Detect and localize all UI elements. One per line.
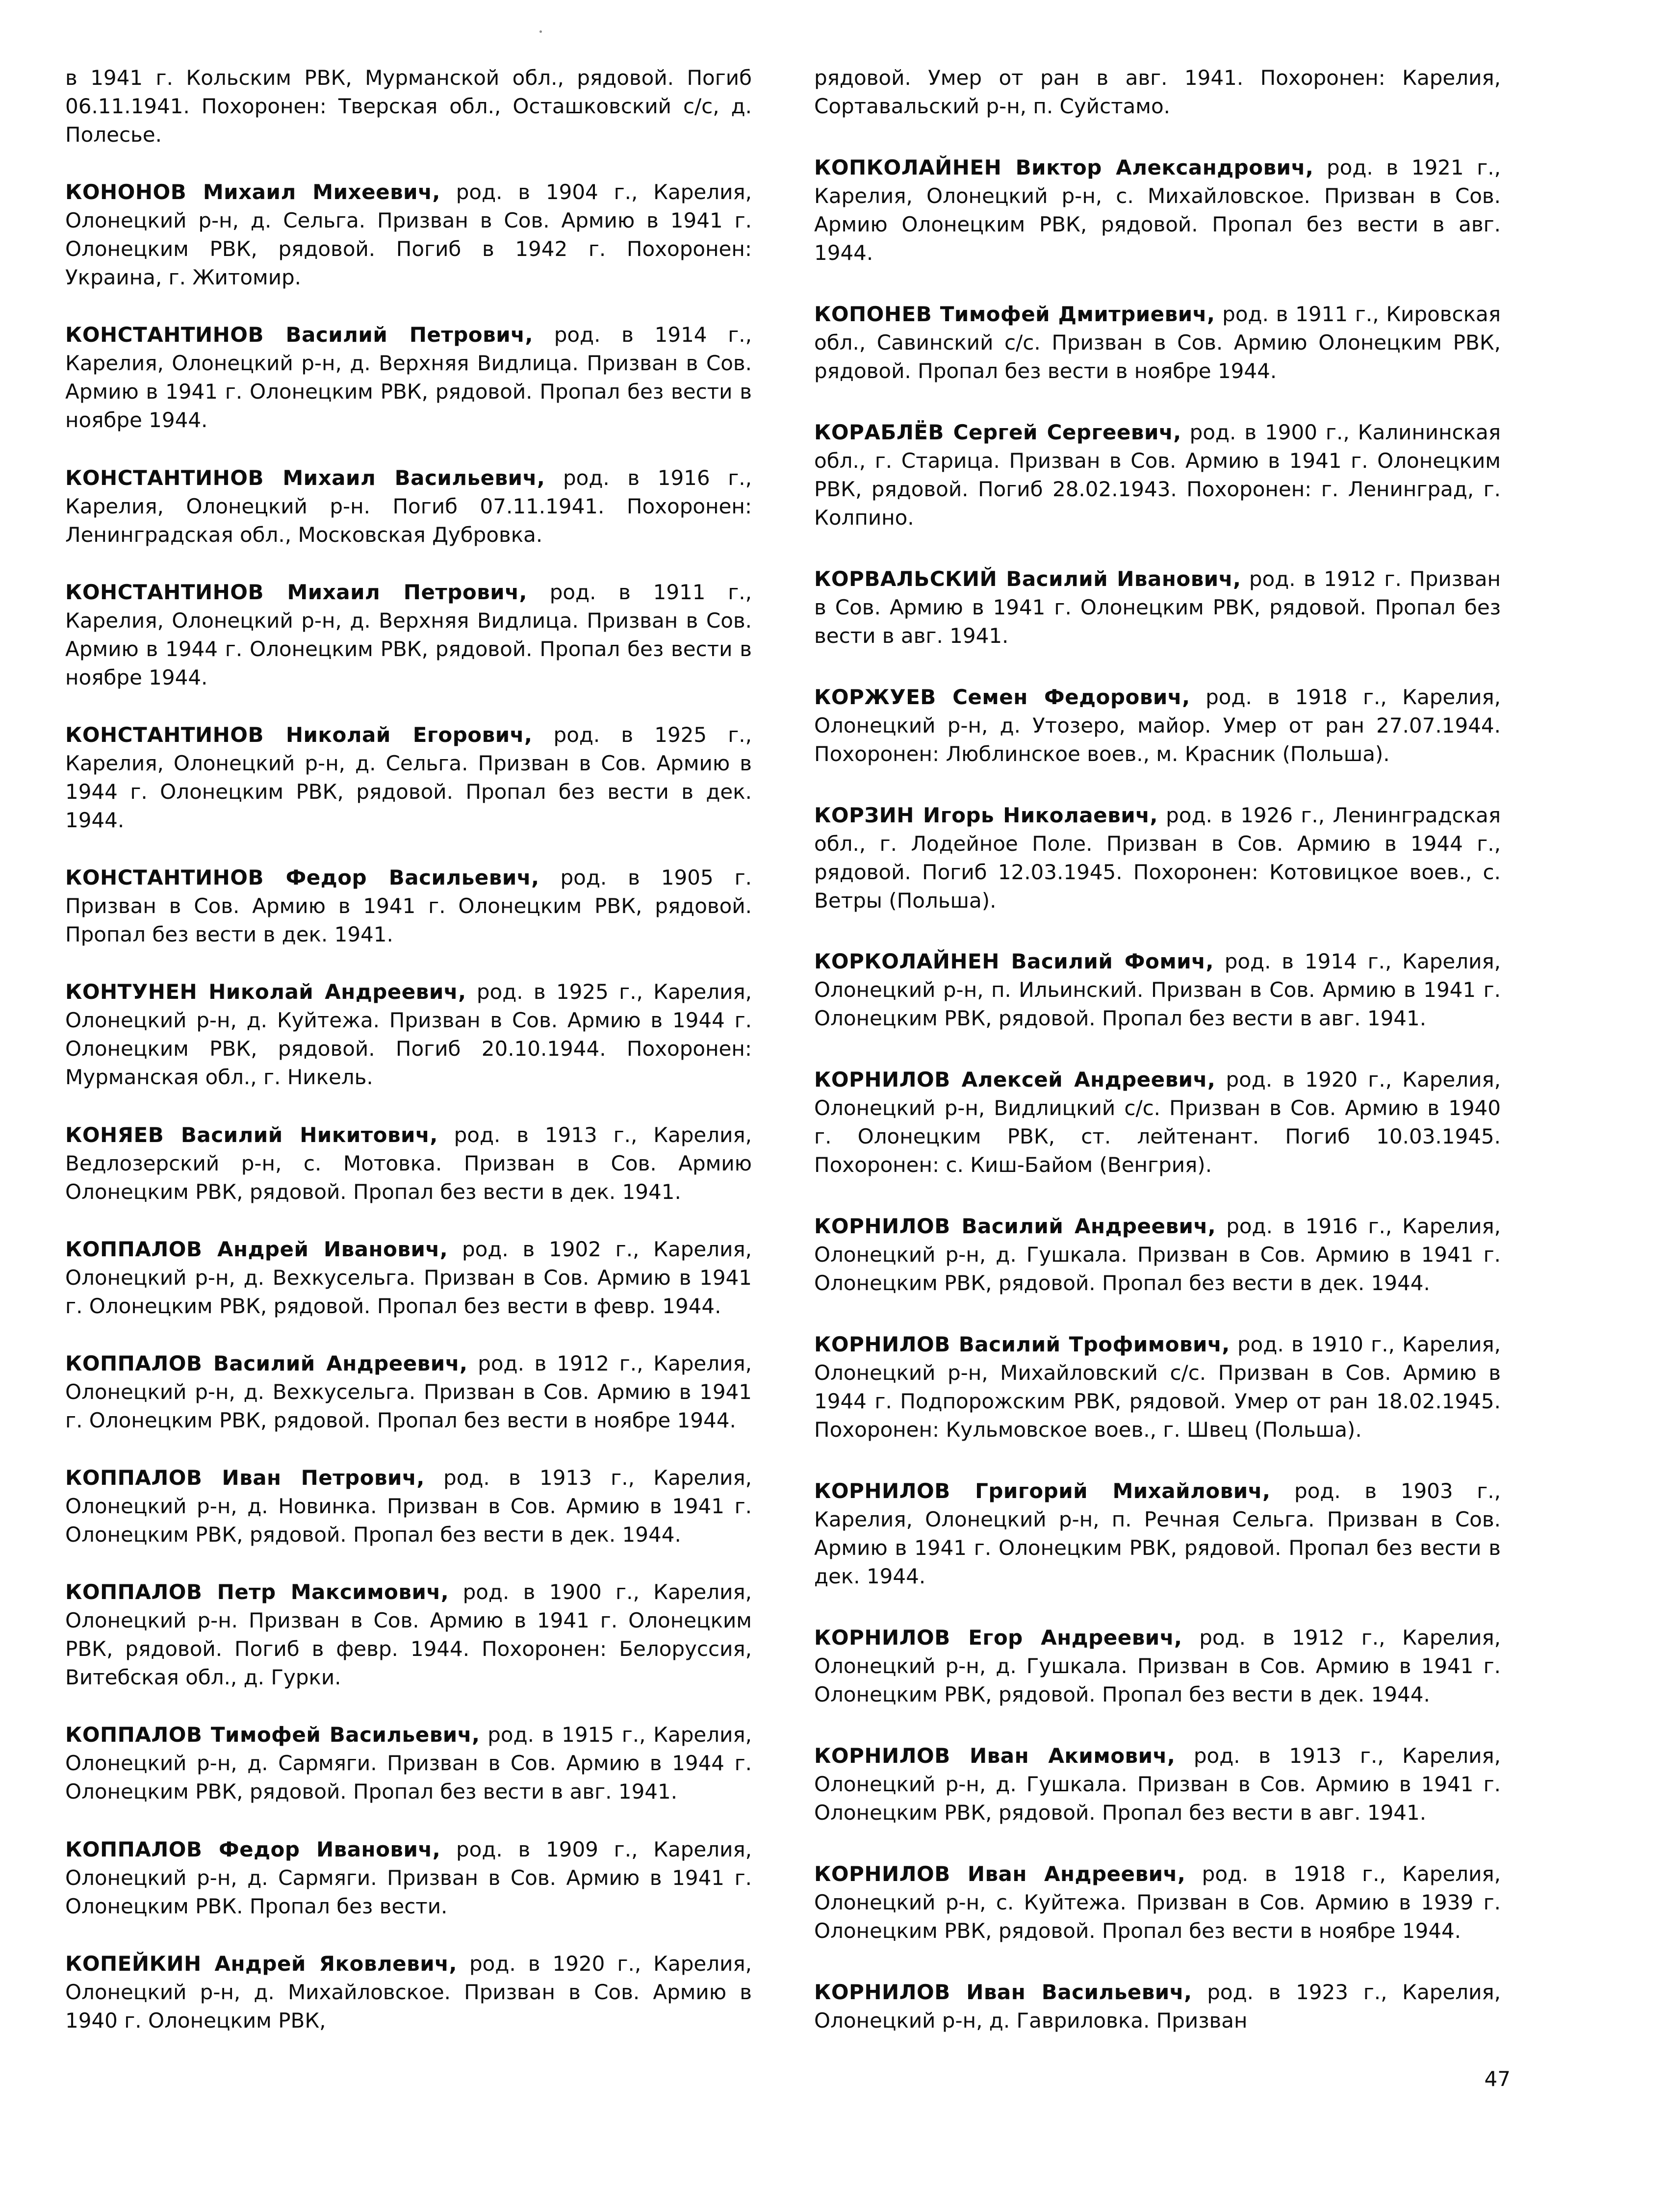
entry-name: КОППАЛОВ Василий Андреевич, xyxy=(65,1351,468,1375)
entry xyxy=(814,565,1501,650)
entry-name: КОРЖУЕВ Семен Федорович, xyxy=(814,685,1190,709)
entry-name: КОППАЛОВ Иван Петрович, xyxy=(65,1466,425,1490)
entry-name: КОНЯЕВ Василий Никитович, xyxy=(65,1122,438,1147)
entry xyxy=(65,1721,752,1806)
entry-name: КОРНИЛОВ Егор Андреевич, xyxy=(814,1626,1182,1650)
entry-text: род. в 1921 г., Карелия, Олонецкий р-н, с. Михайловское. Призван в Сов. Армию Олонецким РВК, рядовой. Пропал без вести в авг. 1944. xyxy=(814,155,1501,265)
entry-text: род. в 1918 г., Карелия, Олонецкий р-н, д. Утозеро, майор. Умер от ран 27.07.1944. Похоронен: Люблинское воев., м. Красник (Польша). xyxy=(814,685,1501,766)
entry-name: КОРНИЛОВ Иван Васильевич, xyxy=(814,1980,1192,2004)
entry-text: род. в 1913 г., Карелия, Олонецкий р-н, д. Гушкала. Призван в Сов. Армию в 1941 г. Олонецким РВК, рядовой. Пропал без вести в авг. 1941. xyxy=(814,1743,1501,1825)
entry xyxy=(65,1950,752,2035)
entry-text: в 1941 г. Кольским РВК, Мурманской обл., рядовой. Погиб 06.11.1941. Похоронен: Тверская обл., Осташковский с/с, д. Полесье. xyxy=(65,66,752,147)
entry-text: род. в 1916 г., Карелия, Олонецкий р-н. Погиб 07.11.1941. Похоронен: Ленинградская обл., Московская Дубровка. xyxy=(65,465,752,547)
entry-text: род. в 1900 г., Калининская обл., г. Старица. Призван в Сов. Армию в 1941 г. Олонецким РВК, рядовой. Погиб 28.02.1943. Похоронен: г. Ленинград, г. Колпино. xyxy=(814,420,1501,530)
entry xyxy=(65,64,752,149)
entry xyxy=(814,1742,1501,1827)
entry xyxy=(65,178,752,292)
entry xyxy=(814,64,1501,121)
entry xyxy=(65,1578,752,1692)
entry-text: род. в 1925 г., Карелия, Олонецкий р-н, д. Куйтежа. Призван в Сов. Армию в 1944 г. Олонецким РВК, рядовой. Погиб 20.10.1944. Похоронен: Мурманская обл., г. Никель. xyxy=(65,980,752,1090)
entry-text: род. в 1914 г., Карелия, Олонецкий р-н, п. Ильинский. Призван в Сов. Армию в 1941 г. Олонецким РВК, рядовой. Пропал без вести в авг. 1941. xyxy=(814,949,1501,1031)
entry xyxy=(65,1349,752,1435)
page-number: 47 xyxy=(1484,2067,1511,2091)
entry-text: род. в 1916 г., Карелия, Олонецкий р-н, д. Гушкала. Призван в Сов. Армию в 1941 г. Олонецким РВК, рядовой. Пропал без вести в дек. 1944. xyxy=(814,1214,1501,1296)
entry-name: КОРНИЛОВ Василий Трофимович, xyxy=(814,1332,1230,1357)
entry-text: род. в 1914 г., Карелия, Олонецкий р-н, д. Верхняя Видлица. Призван в Сов. Армию в 1941 г. Олонецким РВК, рядовой. Пропал без вести в ноябре 1944. xyxy=(65,323,752,432)
entry-name: КОППАЛОВ Федор Иванович, xyxy=(65,1837,441,1861)
entry-text: род. в 1913 г., Карелия, Олонецкий р-н, д. Новинка. Призван в Сов. Армию в 1941 г. Олонецким РВК, рядовой. Пропал без вести в дек. 1944. xyxy=(65,1466,752,1547)
entry-name: КОНСТАНТИНОВ Василий Петрович, xyxy=(65,323,533,347)
entry xyxy=(65,978,752,1092)
entry-name: КОПОНЕВ Тимофей Дмитриевич, xyxy=(814,302,1215,326)
entry-name: КОНСТАНТИНОВ Михаил Петрович, xyxy=(65,580,527,604)
entry xyxy=(65,464,752,549)
entry xyxy=(814,947,1501,1033)
entry-text: род. в 1903 г., Карелия, Олонецкий р-н, п. Речная Сельга. Призван в Сов. Армию в 1941 г. Олонецким РВК, рядовой. Пропал без вести в дек. 1944. xyxy=(814,1479,1501,1589)
entry-name: КОРЗИН Игорь Николаевич, xyxy=(814,803,1158,827)
entry xyxy=(65,721,752,835)
entry-text: род. в 1911 г., Карелия, Олонецкий р-н, д. Верхняя Видлица. Призван в Сов. Армию в 1944 г. Олонецким РВК, рядовой. Пропал без вести в ноябре 1944. xyxy=(65,580,752,689)
entry xyxy=(65,864,752,949)
entry-text: род. в 1925 г., Карелия, Олонецкий р-н, д. Сельга. Призван в Сов. Армию в 1944 г. Олонецким РВК, рядовой. Пропал без вести в дек. 1944. xyxy=(65,722,752,832)
entry xyxy=(65,1235,752,1321)
entry-text: род. в 1915 г., Карелия, Олонецкий р-н, д. Сармяги. Призван в Сов. Армию в 1944 г. Олонецким РВК, рядовой. Пропал без вести в авг. 1941. xyxy=(65,1723,752,1804)
entry xyxy=(814,153,1501,267)
entry-text: род. в 1905 г. Призван в Сов. Армию в 1941 г. Олонецким РВК, рядовой. Пропал без вести в дек. 1941. xyxy=(65,865,752,947)
entry-text: род. в 1904 г., Карелия, Олонецкий р-н, д. Сельга. Призван в Сов. Армию в 1941 г. Олонецким РВК, рядовой. Погиб в 1942 г. Похоронен: Украина, г. Житомир. xyxy=(65,180,752,290)
entry-name: КОРКОЛАЙНЕН Василий Фомич, xyxy=(814,949,1214,974)
right-column xyxy=(814,64,1501,2035)
entry-name: КОППАЛОВ Тимофей Васильевич, xyxy=(65,1723,480,1747)
entry xyxy=(65,1121,752,1206)
entry-text: род. в 1909 г., Карелия, Олонецкий р-н, д. Сармяги. Призван в Сов. Армию в 1941 г. Олонецким РВК. Пропал без вести. xyxy=(65,1837,752,1918)
entry-name: КОППАЛОВ Петр Максимович, xyxy=(65,1580,449,1604)
entry xyxy=(814,1860,1501,1945)
entry-name: КОРНИЛОВ Иван Андреевич, xyxy=(814,1861,1186,1886)
entry-text: род. в 1912 г., Карелия, Олонецкий р-н, д. Вехкусельга. Призван в Сов. Армию в 1941 г. Олонецким РВК, рядовой. Пропал без вести в ноябре 1944. xyxy=(65,1351,752,1432)
entry-text: род. в 1910 г., Карелия, Олонецкий р-н, Михайловский с/с. Призван в Сов. Армию в 1944 г. Подпорожским РВК, рядовой. Умер от ран 18.02.1945. Похоронен: Кульмовское воев., г. Швец (Польша). xyxy=(814,1332,1501,1442)
entry-text: род. в 1920 г., Карелия, Олонецкий р-н, д. Михайловское. Призван в Сов. Армию в 1940 г. Олонецким РВК, xyxy=(65,1951,752,2033)
left-column xyxy=(65,64,752,2035)
entry xyxy=(814,1978,1501,2035)
entry xyxy=(814,1477,1501,1591)
entry xyxy=(814,801,1501,915)
entry xyxy=(814,683,1501,768)
entry-name: КОРНИЛОВ Григорий Михайлович, xyxy=(814,1479,1271,1503)
entry-name: КОПЕЙКИН Андрей Яковлевич, xyxy=(65,1951,457,1976)
entry-name: КОРВАЛЬСКИЙ Василий Иванович, xyxy=(814,566,1241,591)
entry-name: КОНОНОВ Михаил Михеевич, xyxy=(65,180,440,204)
entry xyxy=(814,1066,1501,1179)
entry-name: КОНСТАНТИНОВ Николай Егорович, xyxy=(65,722,533,747)
entry xyxy=(814,418,1501,532)
entry-name: КОНСТАНТИНОВ Михаил Васильевич, xyxy=(65,465,545,490)
entry-name: КОНСТАНТИНОВ Федор Васильевич, xyxy=(65,865,539,890)
entry-name: КОНТУНЕН Николай Андреевич, xyxy=(65,980,466,1004)
entry xyxy=(65,578,752,692)
entry-text: род. в 1913 г., Карелия, Ведлозерский р-н, с. Мотовка. Призван в Сов. Армию Олонецким РВК, рядовой. Пропал без вести в дек. 1941. xyxy=(65,1122,752,1204)
entry-text: род. в 1911 г., Кировская обл., Савинский с/с. Призван в Сов. Армию Олонецким РВК, рядовой. Пропал без вести в ноябре 1944. xyxy=(814,302,1501,383)
entry-text: род. в 1900 г., Карелия, Олонецкий р-н. Призван в Сов. Армию в 1941 г. Олонецким РВК, рядовой. Погиб в февр. 1944. Похоронен: Белоруссия, Витебская обл., д. Гурки. xyxy=(65,1580,752,1690)
entry-text: род. в 1912 г., Карелия, Олонецкий р-н, д. Гушкала. Призван в Сов. Армию в 1941 г. Олонецким РВК, рядовой. Пропал без вести в дек. 1944. xyxy=(814,1626,1501,1707)
entry-name: КОППАЛОВ Андрей Иванович, xyxy=(65,1237,448,1261)
entry xyxy=(814,1212,1501,1297)
entry-name: КОРНИЛОВ Иван Акимович, xyxy=(814,1743,1176,1768)
entry-text: род. в 1920 г., Карелия, Олонецкий р-н, Видлицкий с/с. Призван в Сов. Армию в 1940 г. Олонецким РВК, ст. лейтенант. Погиб 10.03.1945. Похоронен: с. Киш-Байом (Венгрия). xyxy=(814,1068,1501,1177)
entry-text: род. в 1902 г., Карелия, Олонецкий р-н, д. Вехкусельга. Призван в Сов. Армию в 1941 г. Олонецким РВК, рядовой. Пропал без вести в февр. 1944. xyxy=(65,1237,752,1318)
entry xyxy=(65,1464,752,1549)
entry xyxy=(65,321,752,434)
entry-text: род. в 1918 г., Карелия, Олонецкий р-н, с. Куйтежа. Призван в Сов. Армию в 1939 г. Олонецким РВК, рядовой. Пропал без вести в ноябре 1944. xyxy=(814,1861,1501,1943)
entry-text: род. в 1923 г., Карелия, Олонецкий р-н, д. Гавриловка. Призван xyxy=(814,1980,1501,2033)
entry xyxy=(814,1330,1501,1444)
entry-text: род. в 1912 г. Призван в Сов. Армию в 1941 г. Олонецким РВК, рядовой. Пропал без вести в авг. 1941. xyxy=(814,566,1501,648)
entry-text: род. в 1926 г., Ленинградская обл., г. Лодейное Поле. Призван в Сов. Армию в 1944 г., рядовой. Погиб 12.03.1945. Похоронен: Котовицкое воев., с. Ветры (Польша). xyxy=(814,803,1501,913)
entry-name: КОРНИЛОВ Алексей Андреевич, xyxy=(814,1068,1216,1092)
entry-name: КОРНИЛОВ Василий Андреевич, xyxy=(814,1214,1216,1239)
entry-name: КОРАБЛЁВ Сергей Сергеевич, xyxy=(814,420,1181,444)
entry xyxy=(65,1835,752,1921)
entry xyxy=(814,1624,1501,1709)
entry-text: рядовой. Умер от ран в авг. 1941. Похоронен: Карелия, Сортавальский р-н, п. Суйстамо. xyxy=(814,66,1501,118)
print-speck xyxy=(539,30,542,33)
entry-name: КОПКОЛАЙНЕН Виктор Александрович, xyxy=(814,155,1314,179)
entry xyxy=(814,300,1501,385)
